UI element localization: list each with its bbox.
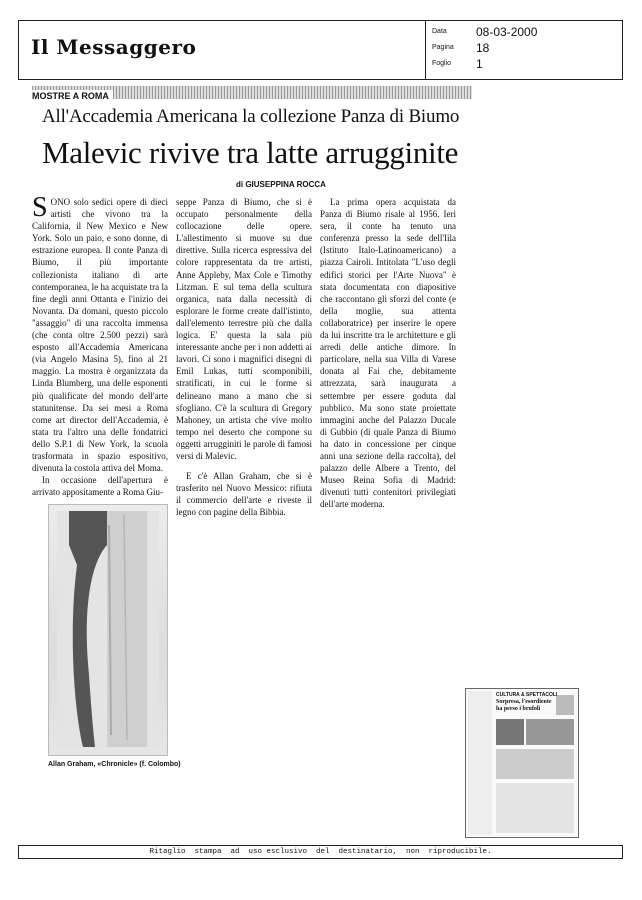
thumbnail-rubric: CULTURA & SPETTACOLI	[496, 692, 558, 698]
article-column-2	[176, 196, 312, 518]
page-label: Pagina	[432, 44, 454, 51]
sheet-value: 1	[476, 57, 483, 71]
article-column-3	[320, 196, 456, 510]
page-value: 18	[476, 41, 490, 55]
clipping-meta-box	[425, 21, 622, 79]
meta-row-sheet	[426, 57, 622, 73]
meta-row-date	[426, 25, 622, 41]
thumbnail-headline: Sorpresa, l'esordiente ha perso i brufoli	[496, 699, 552, 712]
paragraph: seppe Panza di Biumo, che si è occupato personalmente della collocazione delle opere. L'allestimento si muove su due direttive. Sulla ricerca espressiva del colore rappresentata da tre artisti, Anne Appleby, Max Cole e Timothy Litzman. E sul tema della scultura organica, nata dalla necessità di esplorare le forme create dall'istinto, dall'elemento terrestre più che dalla logica. E' questa la sala più interessante anche per i non addetti ai lavori. Ci sono i magnifici disegni di Emil Lukas, tutti scomponibili, stratificati, in cui le forme si delineano mano a mano che si sfogliano. C'è la scultura di Gregory Mahoney, un artista che vive molto tempo nel deserto che compone su oggetti arrugginiti le parole di famosi versi di Malevic.	[176, 197, 312, 461]
rubric-label: MOSTRE A ROMA	[32, 90, 113, 103]
paragraph: La prima opera acquistata da Panza di Biumo risale al 1956. Ieri sera, il conte ha tenuto una conferenza presso la sede dell'Iila (Istituto Italo-Latinoamericano) a piazza Cairoli. Intitolata "L'uso degli edifici storici per l'Arte Nuova" è stata documentata con diapositive che raccontano gli sforzi del conte (e della moglie, sua attenta collaboratrice) per inserire le opere da lui inscritte tra le architetture e gli arredi delle antiche dimore. In particolare, nella sua Villa di Varese donata al Fai che, debitamente attrezzata, sarà inaugurata a settembre per essere goduta dal pubblico. Ma sono state proiettate immagini anche del Palazzo Ducale di Gubbio (di quale Panza di Biumo ha dato in concessione per cinque anni una sezione della raccolta), del palazzo delle Albere a Trento, del Museo Reina Sofia di Madrid: divenuti tutti contenitori privilegiati dell'arte moderna.	[320, 197, 456, 510]
drop-cap: S	[32, 192, 48, 223]
section-rubric	[32, 86, 472, 99]
date-value: 08-03-2000	[476, 25, 538, 39]
page-thumbnail	[465, 688, 579, 838]
paragraph: In occasione dell'apertura è arrivato appositamente a Roma Giu-	[32, 475, 168, 498]
clipping-footer-notice: Ritaglio stampa ad uso esclusivo del destinatario, non riproducibile.	[18, 845, 623, 859]
sheet-label: Foglio	[432, 60, 452, 67]
artwork-photo	[48, 504, 168, 756]
artwork-illustration	[49, 505, 167, 755]
article-headline: Malevic rivive tra latte arrugginite	[42, 135, 459, 170]
clipping-header	[18, 20, 623, 80]
paragraph: E c'è Allan Graham, che si è trasferito nel Nuovo Messico: rifiuta il commercio dell'arte e riveste il legno con pagine della Bibbia.	[176, 471, 312, 518]
newspaper-masthead: Il Messaggero	[31, 35, 197, 59]
article-column-1	[32, 192, 168, 498]
article-byline: di GIUSEPPINA ROCCA	[236, 180, 326, 189]
date-label: Data	[432, 28, 447, 35]
meta-row-page	[426, 41, 622, 57]
paragraph: SONO solo sedici opere di dieci artisti che vivono tra la California, il New Mexico e New York. Solo un paio, e sono donne, di estrazione europea. Il conte Panza di Biumo, il più importante collezionista italiano di arte contemporanea, le ha acquistate tra la fine degli anni Ottanta e l'inizio dei Novanta. Da domani, questo piccolo "assaggio" di una raccolta immensa (che conta oltre 2.500 pezzi) sarà esposto all'Accademia Americana (via Angelo Masina 5), fino al 21 maggio. La mostra è organizzata da Linda Blumberg, una delle esponenti più qualificate del mondo dell'arte statunitense. Da sei mesi a Roma come art director dell'Accademia, è stata tra l'altro una delle fondatrici dello S.P.1 di New York, la scuola trasformata in spazio espositivo, divenuta la costola attiva del Moma.	[32, 192, 168, 474]
article-kicker: All'Accademia Americana la collezione Panza di Biumo	[42, 106, 460, 127]
photo-caption: Allan Graham, «Chronicle» (f. Colombo)	[48, 761, 181, 768]
